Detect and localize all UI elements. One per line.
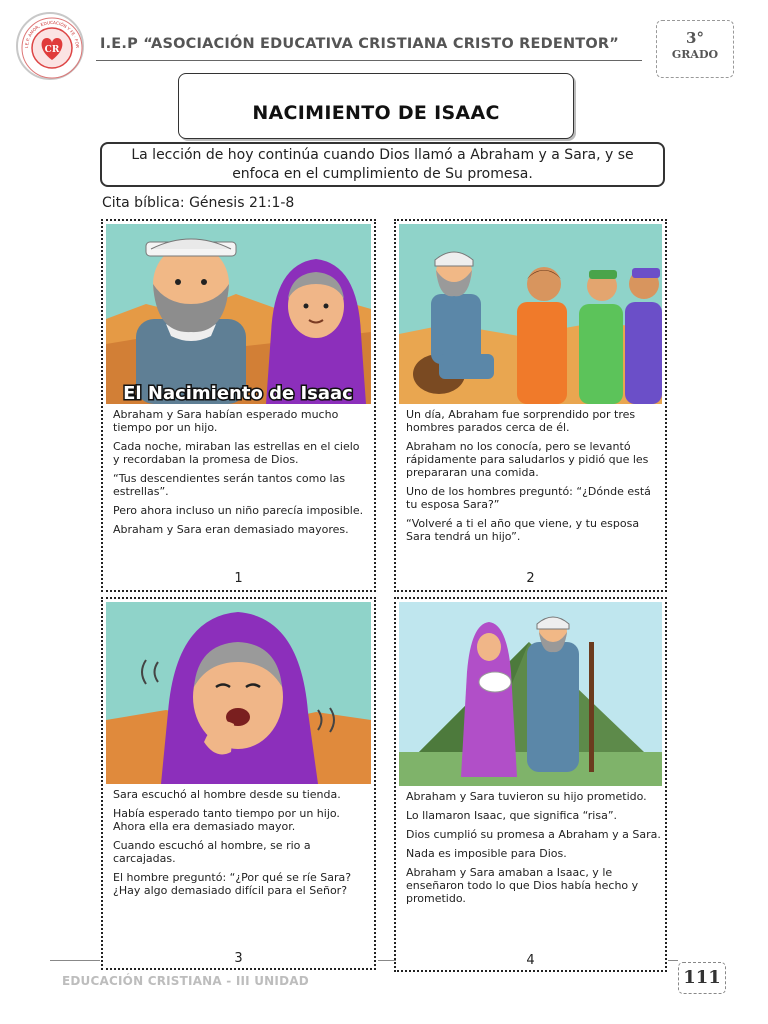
story-panel-3 — [101, 597, 376, 970]
isaac-born-illustration — [399, 602, 662, 786]
header-divider — [96, 60, 642, 61]
title-box — [178, 73, 574, 139]
panel-banner: El Nacimiento de Isaac — [123, 383, 353, 404]
svg-text:CR: CR — [44, 45, 60, 55]
panel-1-text — [113, 408, 368, 542]
footer-divider — [378, 960, 396, 961]
intro-line-2: enfoca en el cumplimiento de Su promesa. — [232, 166, 533, 182]
paragraph: Uno de los hombres preguntó: “¿Dónde está tu esposa Sara?” — [406, 485, 651, 511]
page-number: 111 — [678, 962, 726, 994]
paragraph: Sara escuchó al hombre desde su tienda. — [113, 788, 341, 801]
paragraph: El hombre preguntó: “¿Por qué se ríe Sara? ¿Hay algo demasiado difícil para el Señor? — [113, 871, 352, 897]
paragraph: Abraham y Sara eran demasiado mayores. — [113, 523, 349, 536]
paragraph: Abraham no los conocía, pero se levantó rápidamente para saludarlos y pidió que les prepararan una comida. — [406, 440, 649, 479]
grade-badge — [656, 20, 734, 78]
paragraph: “Volveré a ti el año que viene, y tu esposa Sara tendrá un hijo”. — [406, 517, 640, 543]
grade-label: GRADO — [671, 48, 719, 61]
panel-number: 3 — [234, 951, 243, 966]
svg-text:I.E.P. AMOR, EDUCACIÓN Y FE ·: I.E.P. AMOR, EDUCACIÓN Y FE · FOR — [23, 19, 81, 49]
panel-2-text — [406, 408, 661, 549]
panel-number: 2 — [526, 571, 535, 586]
panel-3-text — [113, 788, 368, 903]
grade-number: 3° — [686, 29, 704, 47]
paragraph: Abraham y Sara habían esperado mucho tiempo por un hijo. — [113, 408, 339, 434]
logo-emblem — [18, 14, 86, 82]
school-logo — [16, 12, 84, 80]
footer-divider — [50, 960, 100, 961]
panel-number: 1 — [234, 571, 243, 586]
sara-laughing-illustration — [106, 602, 371, 784]
paragraph: Abraham y Sara tuvieron su hijo prometido. — [406, 790, 647, 803]
panel-4-text — [406, 790, 661, 911]
story-panel-1 — [101, 219, 376, 592]
paragraph: Lo llamaron Isaac, que significa “risa”. — [406, 809, 618, 822]
paragraph: Dios cumplió su promesa a Abraham y a Sara. — [406, 828, 661, 841]
story-panel-4 — [394, 597, 667, 972]
three-visitors-illustration — [399, 224, 662, 404]
abraham-sara-illustration — [106, 224, 371, 404]
intro-box — [100, 142, 665, 187]
paragraph: Abraham y Sara amaban a Isaac, y le enseñaron todo lo que Dios había hecho y prometido. — [406, 866, 639, 905]
paragraph: Cuando escuchó al hombre, se rio a carcajadas. — [113, 839, 311, 865]
intro-line-1: La lección de hoy continúa cuando Dios llamó a Abraham y a Sara, y se — [131, 147, 634, 163]
paragraph: Cada noche, miraban las estrellas en el cielo y recordaban la promesa de Dios. — [113, 440, 360, 466]
paragraph: “Tus descendientes serán tantos como las estrellas”. — [113, 472, 346, 498]
bible-citation: Cita bíblica: Génesis 21:1-8 — [102, 195, 295, 211]
story-panel-2 — [394, 219, 667, 592]
paragraph: Había esperado tanto tiempo por un hijo. Ahora ella era demasiado mayor. — [113, 807, 340, 833]
paragraph: Un día, Abraham fue sorprendido por tres hombres parados cerca de él. — [406, 408, 636, 434]
footer-unit-label: EDUCACIÓN CRISTIANA - III UNIDAD — [62, 974, 309, 988]
paragraph: Pero ahora incluso un niño parecía imposible. — [113, 504, 364, 517]
footer-divider — [668, 960, 678, 961]
paragraph: Nada es imposible para Dios. — [406, 847, 567, 860]
school-name: I.E.P “ASOCIACIÓN EDUCATIVA CRISTIANA CRISTO REDENTOR” — [100, 36, 620, 52]
page-title: NACIMIENTO DE ISAAC — [252, 102, 500, 124]
panel-number: 4 — [526, 953, 535, 968]
